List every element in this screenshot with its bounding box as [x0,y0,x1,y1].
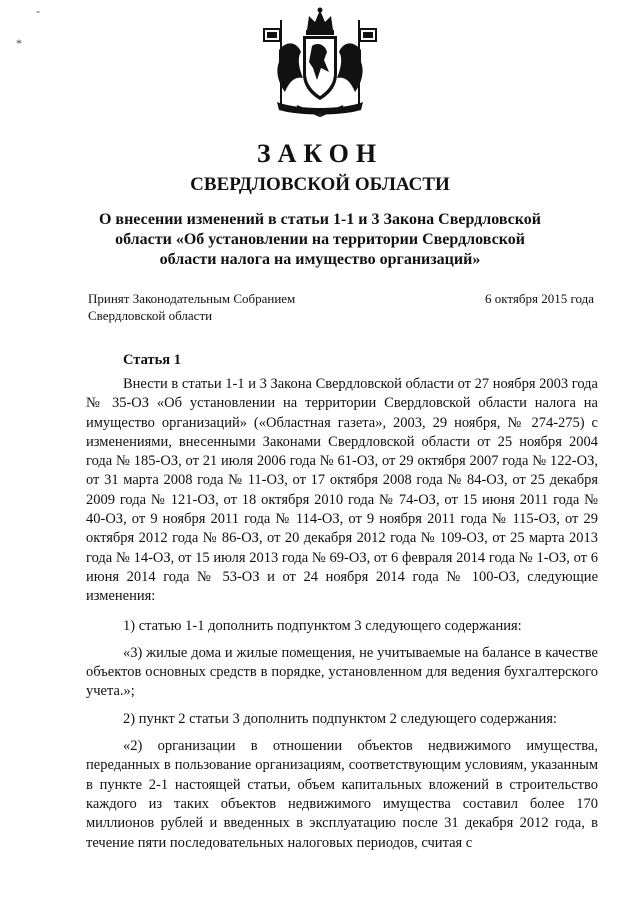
corner-mark: - [36,4,40,18]
article-paragraph: 2) пункт 2 статьи 3 дополнить подпунктом 2 следующего содержания: [123,710,557,727]
article-paragraph: «3) жилые дома и жилые помещения, не учитываемые на балансе в качестве объектов основных средств в порядке, установленном для ведения бухгалтерского учета.»; [86,644,598,700]
region-title: СВЕРДЛОВСКОЙ ОБЛАСТИ [190,174,450,195]
article-paragraph: Внести в статьи 1-1 и 3 Закона Свердловской области от 27 ноября 2003 года № 35-ОЗ «Об установлении на территории Свердловской области налога на имущество организаций» («Областная газета», 2003, 29 ноября, № 274-275) с изменениями, внесенными Законами Свердловской области от 25 ноября 2004 года № 185-ОЗ, от 21 июля 2006 года № 61-ОЗ, от 29 октября 2007 года № 122-ОЗ, от 31 марта 2008 года № 11-ОЗ, от 17 октября 2008 года № 84-ОЗ, от 25 декабря 2009 года № 121-ОЗ, от 18 октября 2010 года № 74-ОЗ, от 15 июня 2011 года № 40-ОЗ, от 9 ноября 2011 года № 114-ОЗ, от 9 ноября 2011 года № 115-ОЗ, от 29 октября 2012 года № 86-ОЗ, от 20 декабря 2012 года № 109-ОЗ, от 25 марта 2013 года № 14-ОЗ, от 15 июля 2013 года № 69-ОЗ, от 6 февраля 2014 года № 1-ОЗ, от 6 июня 2014 года № 53-ОЗ и от 24 ноября 2014 года № 100-ОЗ, следующие изменения: [86,376,598,605]
document-type-title: ЗАКОН [256,139,384,168]
article-body [86,375,598,861]
adopted-by-text: Принят Законодательным Собранием Свердловской области [88,291,296,323]
article-paragraph: 1) статью 1-1 дополнить подпунктом 3 следующего содержания: [123,617,522,634]
article-heading: Статья 1 [123,352,181,368]
coat-of-arms-emblem [257,6,383,118]
adoption-date: 6 октября 2015 года [485,291,594,306]
margin-mark: * [16,36,22,50]
law-subtitle: О внесении изменений в статьи 1-1 и 3 Закона Свердловской области «Об установлении на территории Свердловской области налога на имущество организаций» [98,211,541,268]
article-paragraph: «2) организации в отношении объектов недвижимого имущества, переданных в пользование организациям, соответствующим условиям, указанным в пункте 2-1 настоящей статьи, объем капитальных вложений в строительство каждого из таких объектов недвижимого имущества составил более 170 миллионов рублей и введенных в эксплуатацию после 31 декабря 2012 года, в течение пяти последовательных налоговых периодов, считая с [86,738,598,851]
